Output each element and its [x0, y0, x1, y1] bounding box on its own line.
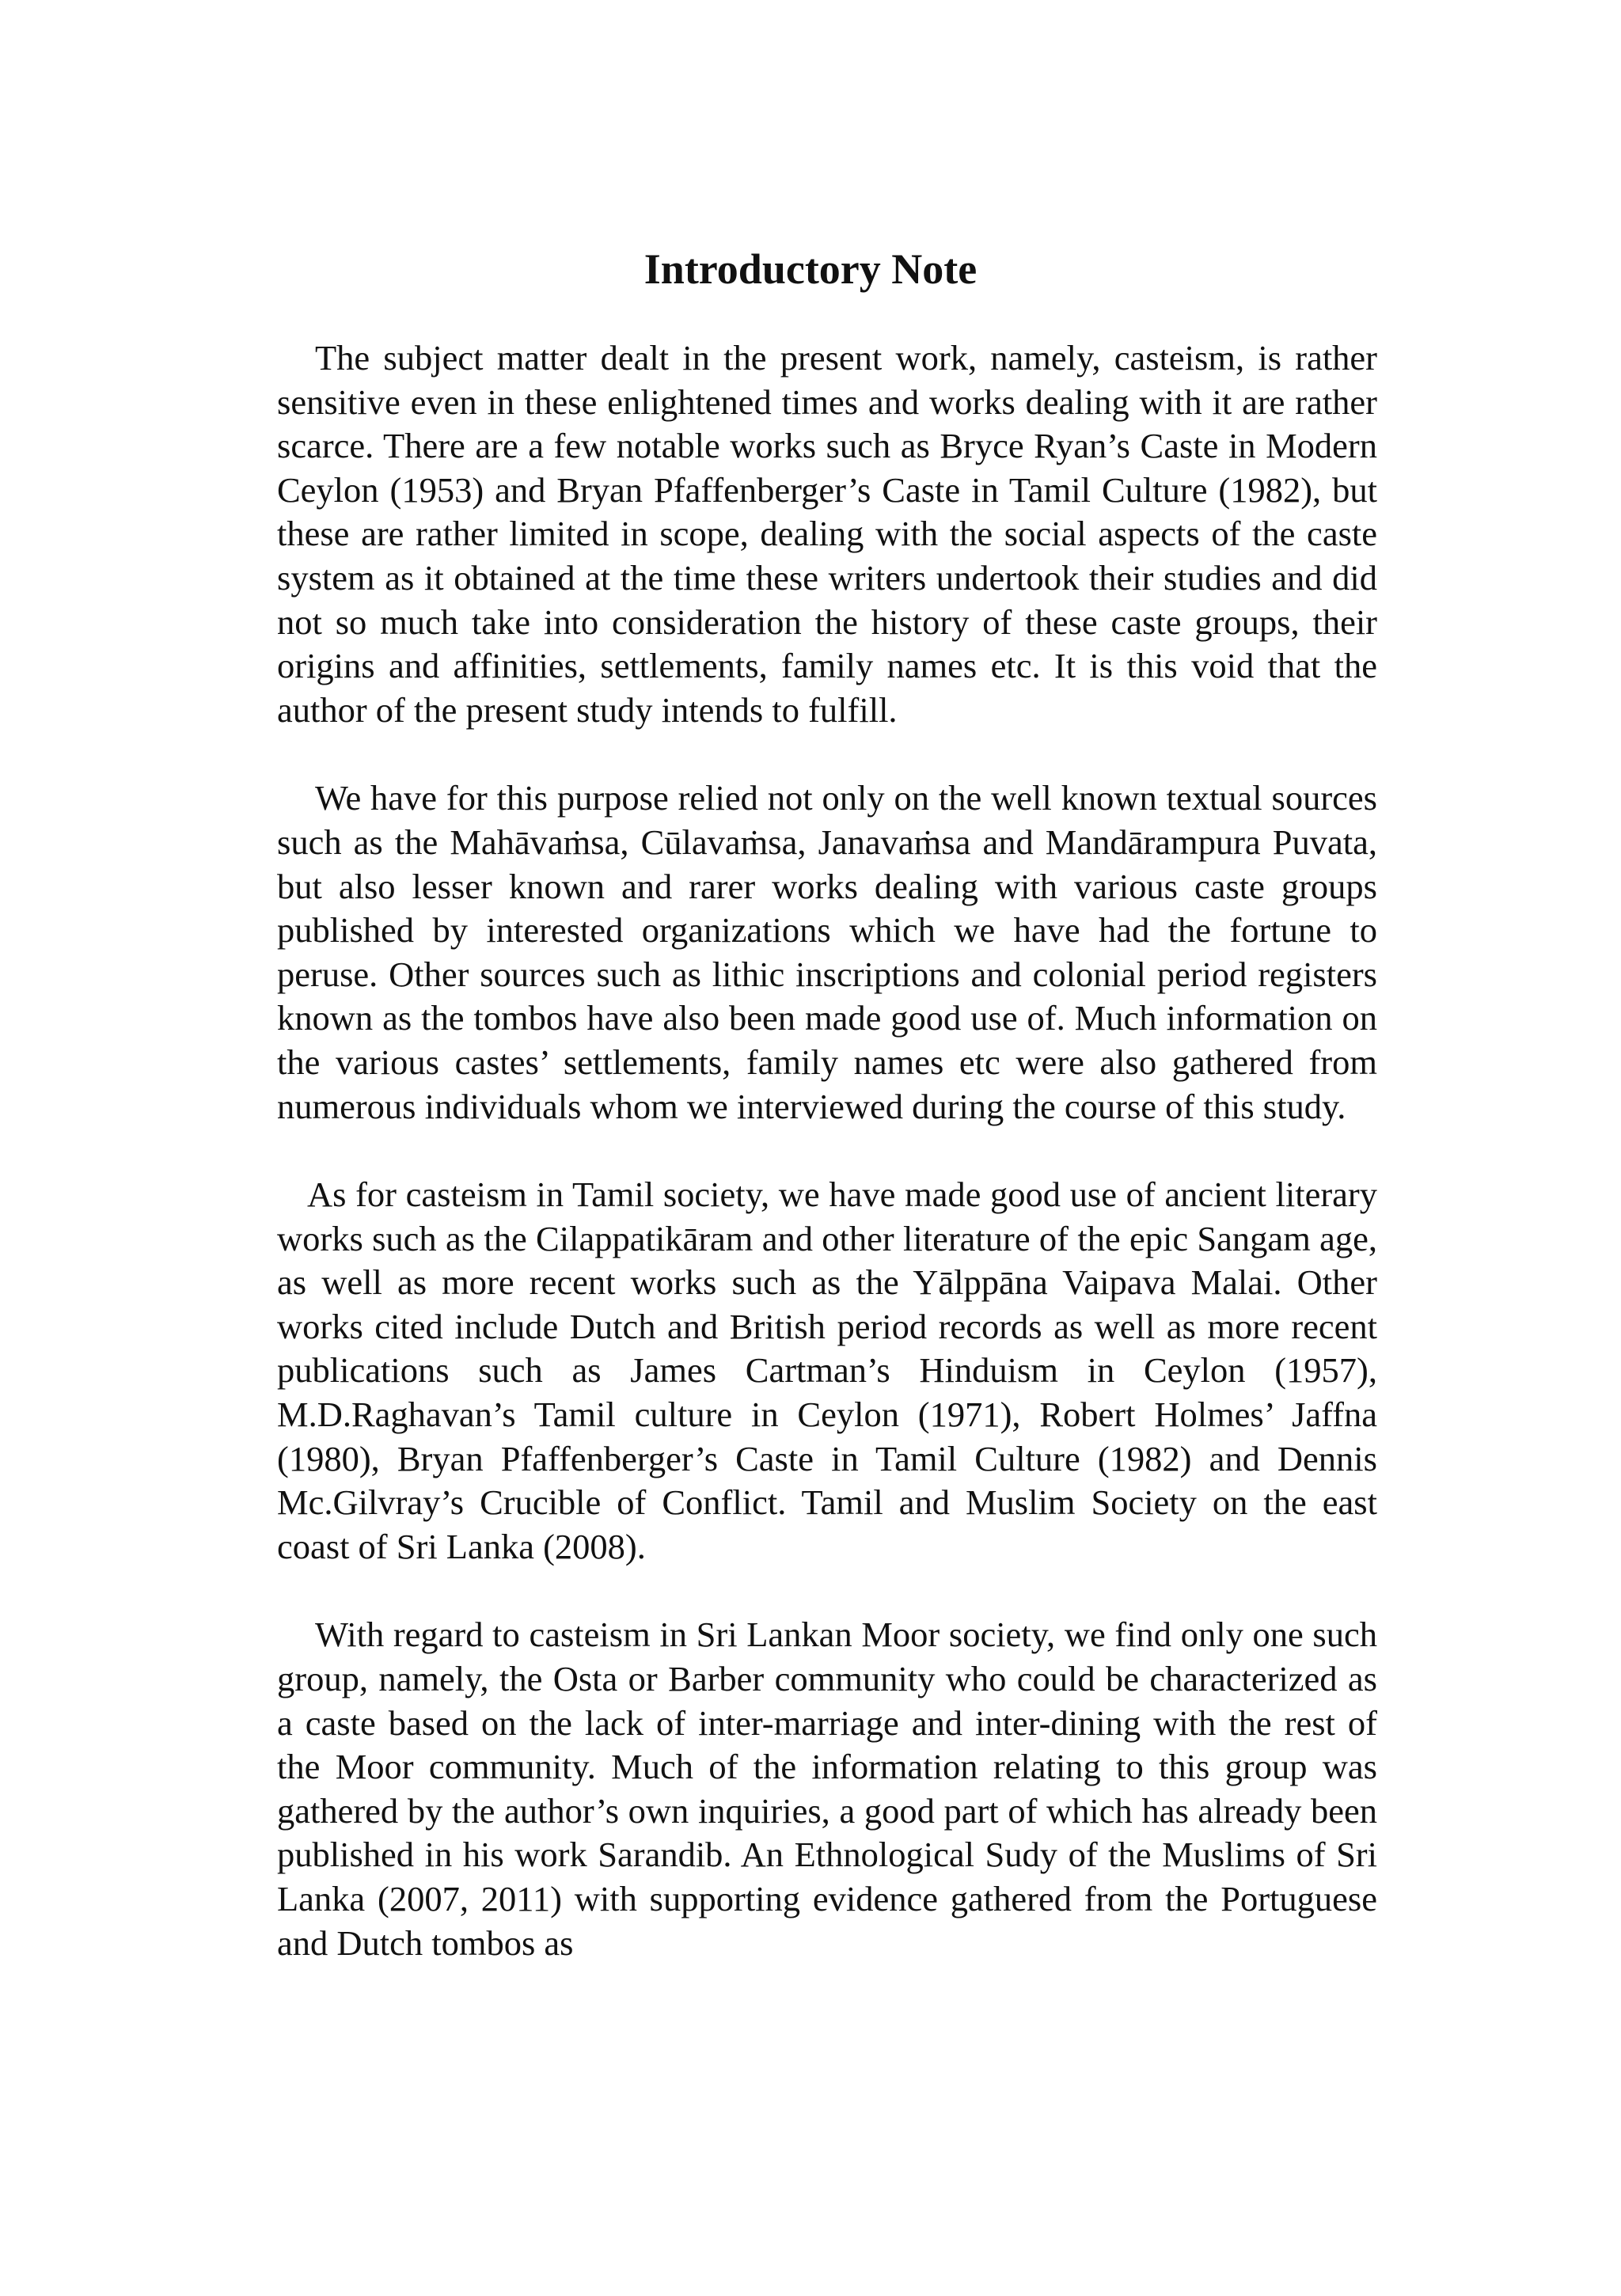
- page-title: Introductory Note: [643, 245, 978, 293]
- paragraph-sources: We have for this purpose relied not only on the well known textual sources such as the Mahāvaṁsa, Cūlavaṁsa, Janavaṁsa and Mandārampura Puvata, but also lesser known and rarer works dealing with various caste groups published by interested organizations which we have had the fortune to peruse. Other sources such as lithic inscriptions and colonial period registers known as the tombos have also been made good use of. Much information on the various castes’ settlements, family names etc were also gathered from numerous individuals whom we interviewed during the course of this study.: [277, 778, 1377, 1126]
- paragraph-tamil-society: As for casteism in Tamil society, we have made good use of ancient literary works such as the Cilappatikāram and other literature of the epic Sangam age, as well as more recent works such as the Yālppāna Vaipava Malai. Other works cited include Dutch and British period records as well as more recent publications such as James Cartman’s Hinduism in Ceylon (1957), M.D.Raghavan’s Tamil culture in Ceylon (1971), Robert Holmes’ Jaffna (1980), Bryan Pfaffenberger’s Caste in Tamil Culture (1982) and Dennis Mc.Gilvray’s Crucible of Conflict. Tamil and Muslim Society on the east coast of Sri Lanka (2008).: [277, 1175, 1377, 1566]
- paragraph-moor-society: With regard to casteism in Sri Lankan Moor society, we find only one such group, namely, the Osta or Barber community who could be characterized as a caste based on the lack of inter-marriage and inter-dining with the rest of the Moor community. Much of the information relating to this group was gathered by the author’s own inquiries, a good part of which has already been published in his work Sarandib. An Ethnological Sudy of the Muslims of Sri Lanka (2007, 2011) with supporting evidence gathered from the Portuguese and Dutch tombos as: [277, 1615, 1377, 1963]
- paragraph-intro: The subject matter dealt in the present work, namely, casteism, is rather sensitive even in these enlightened times and works dealing with it are rather scarce. There are a few notable works such as Bryce Ryan’s Caste in Modern Ceylon (1953) and Bryan Pfaffenberger’s Caste in Tamil Culture (1982), but these are rather limited in scope, dealing with the social aspects of the caste system as it obtained at the time these writers undertook their studies and did not so much take into consideration the history of these caste groups, their origins and affinities, settlements, family names etc. It is this void that the author of the present study intends to fulfill.: [277, 338, 1377, 730]
- body-text: [277, 336, 1377, 2009]
